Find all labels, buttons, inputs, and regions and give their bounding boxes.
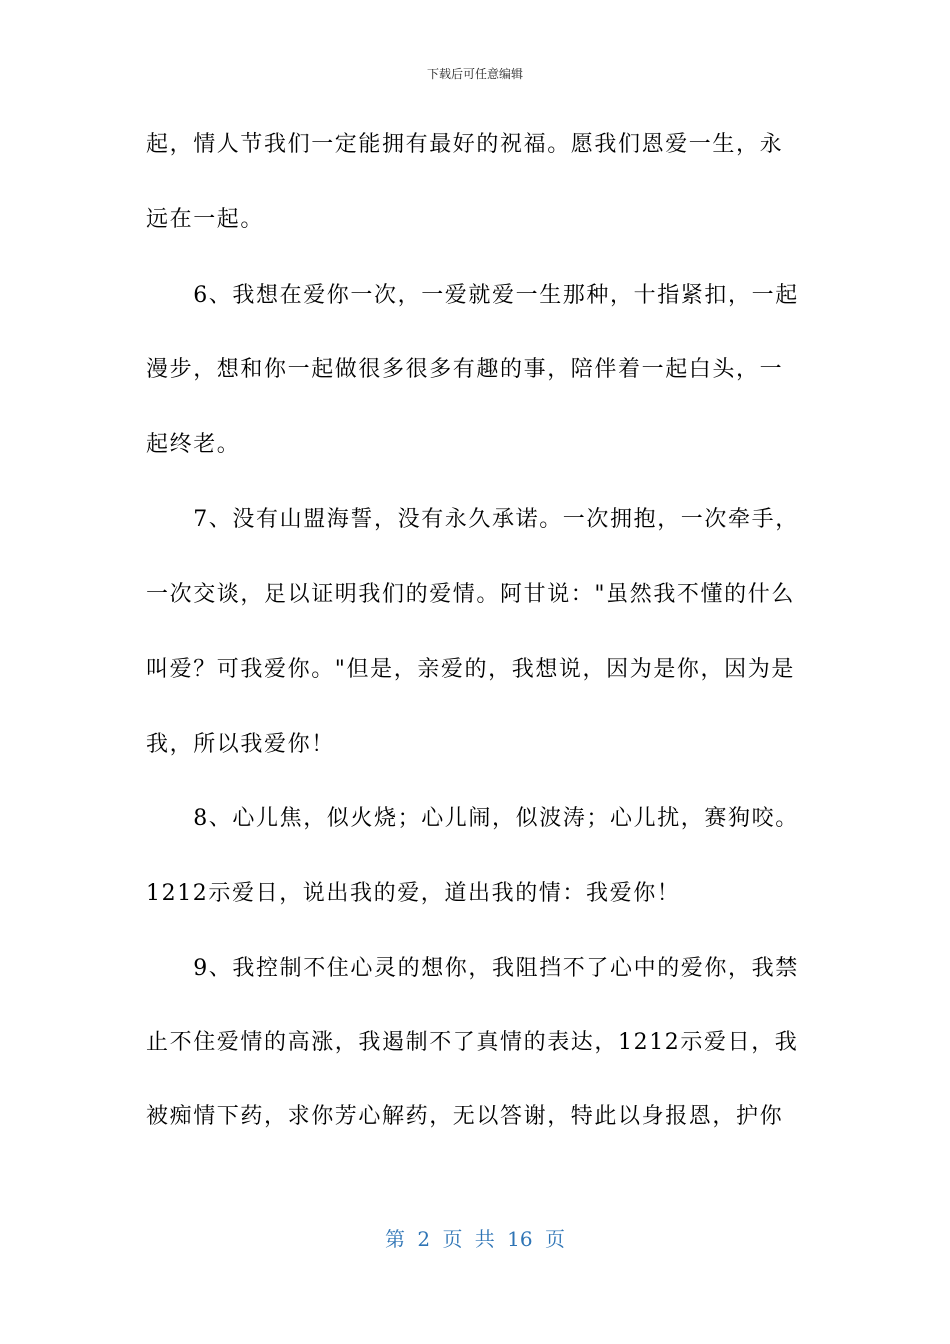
text-line: 7、没有山盟海誓，没有永久承诺。一次拥抱，一次牵手， [146, 507, 799, 532]
text-line: 我，所以我爱你！ [146, 732, 335, 757]
text-line: 叫爱？可我爱你。"但是，亲爱的，我想说，因为是你，因为是 [146, 657, 795, 682]
text-line: 6、我想在爱你一次，一爱就爱一生那种，十指紧扣，一起 [146, 283, 799, 308]
text-line: 被痴情下药，求你芳心解药，无以答谢，特此以身报恩，护你 [146, 1104, 784, 1129]
text-line: 9、我控制不住心灵的想你，我阻挡不了心中的爱你，我禁 [146, 956, 799, 981]
text-line: 远在一起。 [146, 207, 265, 232]
text-line: 8、心儿焦，似火烧；心儿闹，似波涛；心儿扰，赛狗咬。 [146, 806, 799, 831]
header-note: 下载后可任意编辑 [426, 67, 523, 81]
text-line: 起终老。 [146, 432, 241, 457]
text-line: 1212示爱日，说出我的爱，道出我的情：我爱你！ [146, 881, 681, 906]
text-line: 一次交谈，足以证明我们的爱情。阿甘说："虽然我不懂的什么 [146, 582, 795, 607]
text-line: 漫步，想和你一起做很多很多有趣的事，陪伴着一起白头，一 [146, 357, 784, 382]
text-line: 止不住爱情的高涨，我遏制不了真情的表达，1212示爱日，我 [146, 1030, 799, 1055]
text-line: 起，情人节我们一定能拥有最好的祝福。愿我们恩爱一生，永 [146, 132, 784, 157]
page-number: 第 2 页 共 16 页 [385, 1227, 565, 1251]
